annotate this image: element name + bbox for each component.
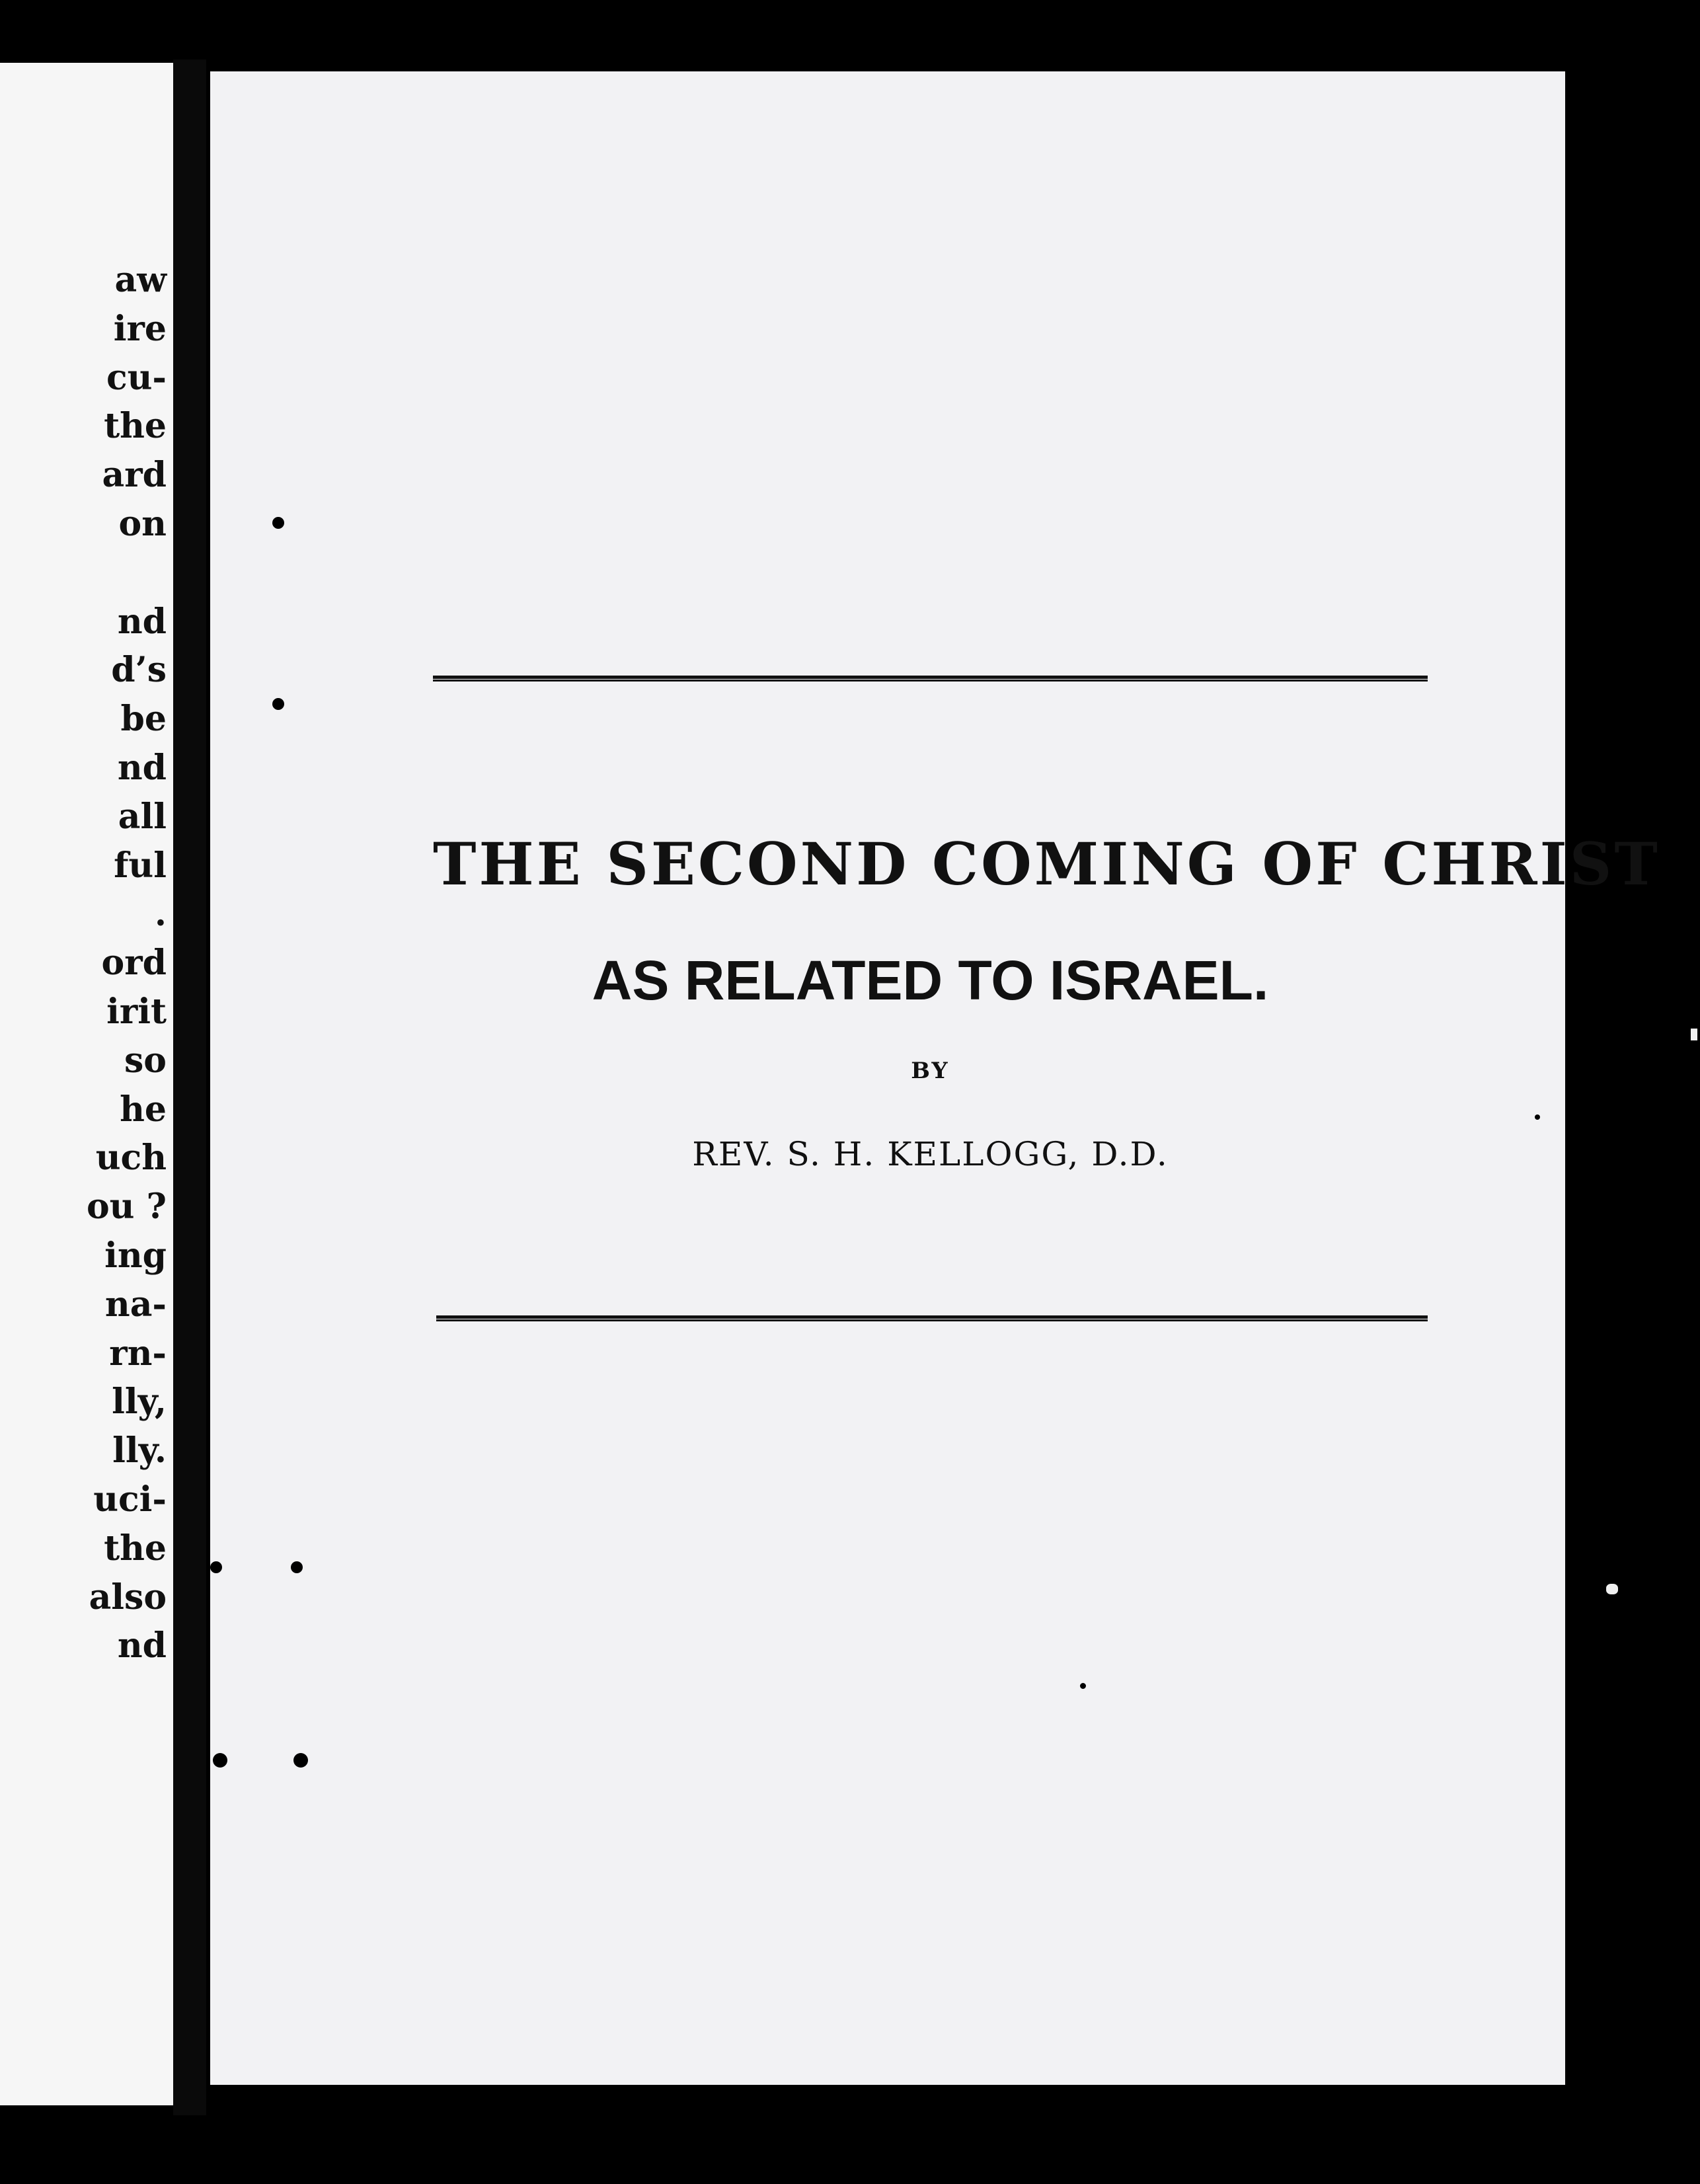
left-page-line-fragment: nd: [117, 601, 167, 642]
top-double-rule: [433, 676, 1428, 682]
byline-label: BY: [911, 1058, 950, 1084]
left-page-line-fragment: ord: [101, 943, 167, 984]
left-page-line-fragment: aw: [114, 260, 167, 300]
bottom-double-rule: [436, 1315, 1428, 1321]
book-gutter: [173, 59, 206, 2115]
left-page-line-fragment: so: [124, 1040, 167, 1081]
left-page-line-fragment: na-: [104, 1284, 167, 1325]
edge-speck: [1691, 1029, 1697, 1040]
left-page-line-fragment: ard: [102, 455, 167, 496]
left-page-line-fragment: ire: [113, 308, 167, 349]
binding-hole-mark: [210, 1561, 222, 1573]
binding-hole-mark: [293, 1753, 308, 1768]
left-page: [0, 63, 173, 2105]
binding-hole-mark: [291, 1561, 303, 1573]
left-page-line-fragment: lly.: [112, 1430, 167, 1471]
left-page-line-fragment: cu-: [106, 357, 167, 398]
ink-speck: [1535, 1114, 1540, 1120]
left-page-line-fragment: on: [118, 503, 167, 544]
binding-hole-mark: [213, 1753, 227, 1768]
left-page-text-fragments: [0, 256, 167, 1670]
binding-hole-mark: [272, 698, 284, 710]
left-page-line-fragment: nd: [117, 1625, 167, 1666]
page-title: THE SECOND COMING OF CHRIST: [433, 830, 1660, 898]
left-page-line-fragment: [0, 549, 167, 598]
binding-hole-mark: [272, 517, 284, 529]
left-page-line-fragment: irit: [106, 991, 167, 1032]
left-page-line-fragment: he: [120, 1089, 167, 1130]
left-page-line-fragment: .: [154, 894, 167, 935]
left-page-line-fragment: d’s: [111, 650, 167, 691]
left-page-line-fragment: the: [104, 406, 167, 447]
left-page-line-fragment: the: [104, 1528, 167, 1569]
left-page-line-fragment: ing: [104, 1235, 167, 1276]
left-page-line-fragment: ou ?: [86, 1187, 167, 1228]
left-page-line-fragment: uch: [95, 1138, 167, 1179]
left-page-line-fragment: rn-: [109, 1333, 167, 1374]
left-page-line-fragment: nd: [117, 747, 167, 788]
left-page-line-fragment: all: [118, 796, 167, 837]
left-page-line-fragment: uci-: [93, 1479, 167, 1520]
left-page-line-fragment: also: [89, 1577, 167, 1618]
page-subtitle: AS RELATED TO ISRAEL.: [592, 949, 1269, 1011]
author-name: REV. S. H. KELLOGG, D.D.: [692, 1135, 1169, 1173]
left-page-line-fragment: lly,: [112, 1382, 167, 1423]
left-page-line-fragment: ful: [114, 845, 167, 886]
edge-speck: [1606, 1584, 1618, 1594]
left-page-line-fragment: be: [120, 699, 167, 740]
ink-speck: [1080, 1683, 1086, 1689]
